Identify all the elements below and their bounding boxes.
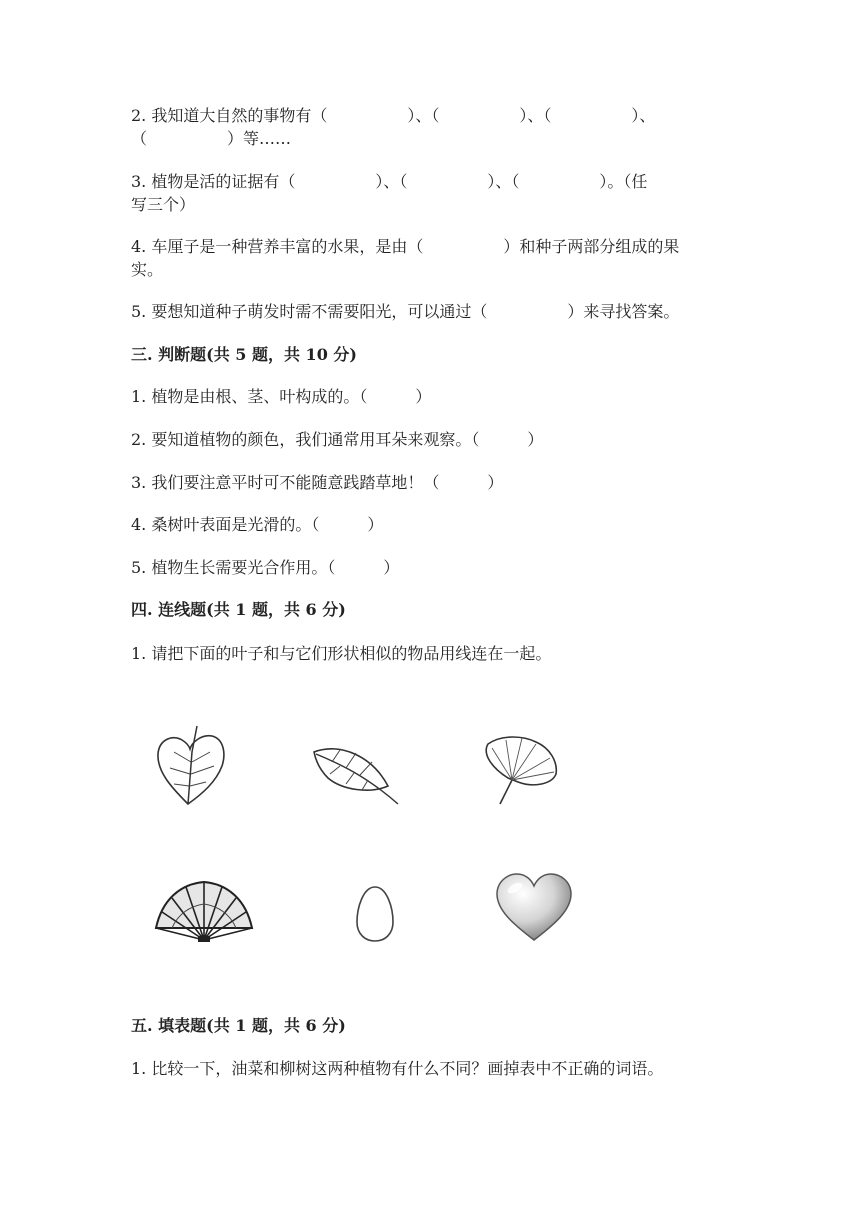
question-4-line-2: 实。 [131,260,164,279]
oval-leaf-icon [310,742,402,808]
ginkgo-leaf-icon [478,734,564,806]
table-question-1: 1. 比较一下，油菜和柳树这两种植物有什么不同？画掉表中不正确的词语。 [131,1059,664,1078]
question-3-line-2: 写三个） [131,195,196,214]
question-3-line-1: 3. 植物是活的证据有（ ）、（ ）、（ ）。（任 [131,172,648,191]
section-5-heading: 五. 填表题(共 1 题，共 6 分) [131,1016,346,1035]
section-3-heading: 三. 判断题(共 5 题，共 10 分) [131,345,357,364]
question-2-line-1: 2. 我知道大自然的事物有（ ）、（ ）、（ ）、 [131,106,656,125]
egg-icon [354,884,396,944]
question-5: 5. 要想知道种子萌发时需不需要阳光，可以通过（ ）来寻找答案。 [131,302,680,321]
judge-item-1: 1. 植物是由根、茎、叶构成的。（ ） [131,387,432,406]
question-2-line-2: （ ）等…… [131,129,292,148]
question-4-line-1: 4. 车厘子是一种营养丰富的水果，是由（ ）和种子两部分组成的果 [131,237,680,256]
heart-icon [493,870,575,944]
judge-item-3: 3. 我们要注意平时可不能随意践踏草地！（ ） [131,473,504,492]
folding-fan-icon [152,874,256,946]
heart-shaped-leaf-icon [152,722,232,810]
section-4-heading: 四. 连线题(共 1 题，共 6 分) [131,600,346,619]
judge-item-4: 4. 桑树叶表面是光滑的。（ ） [131,515,384,534]
judge-item-2: 2. 要知道植物的颜色，我们通常用耳朵来观察。（ ） [131,430,544,449]
judge-item-5: 5. 植物生长需要光合作用。（ ） [131,558,400,577]
matching-question-1: 1. 请把下面的叶子和与它们形状相似的物品用线连在一起。 [131,644,552,663]
